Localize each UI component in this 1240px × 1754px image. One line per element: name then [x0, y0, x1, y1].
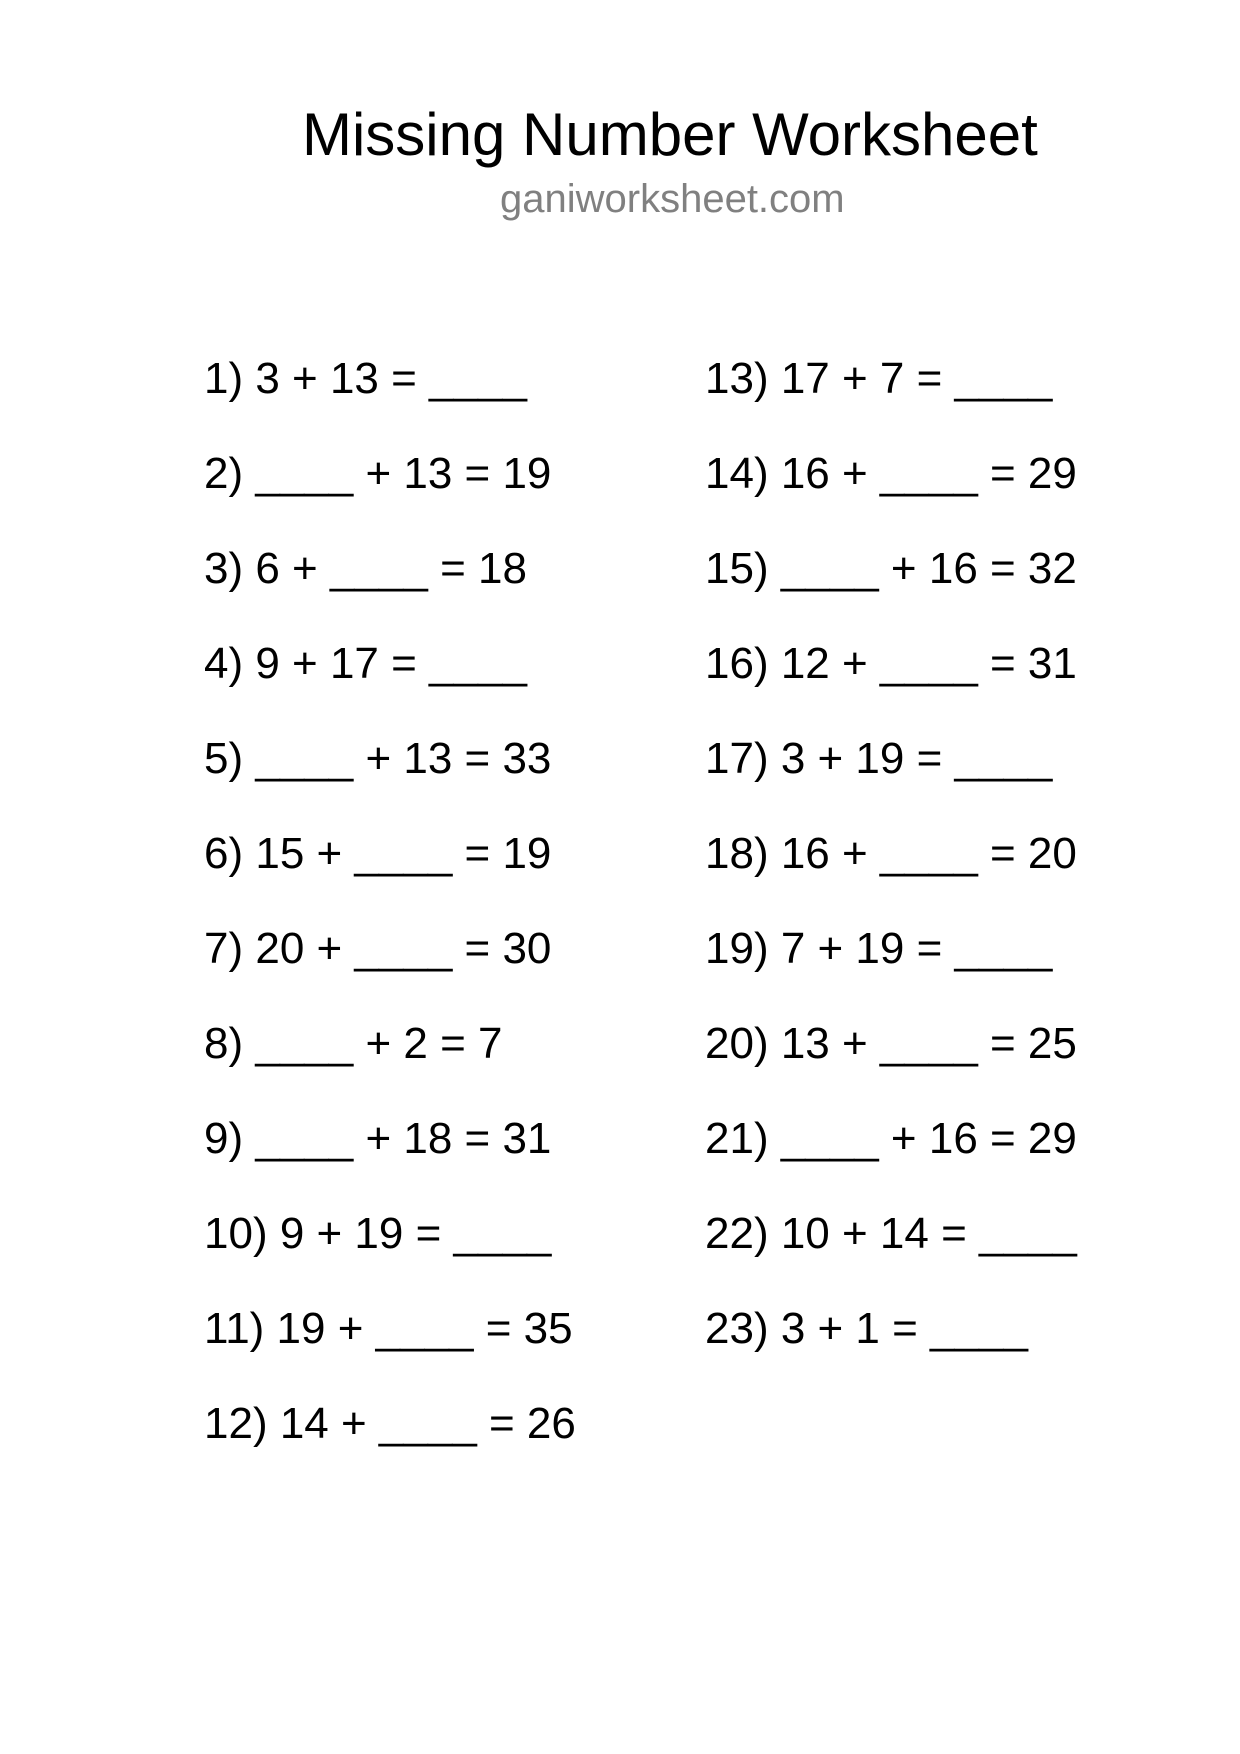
- problem-2: 2) ____ + 13 = 19: [204, 449, 552, 498]
- problem-14: 14) 16 + ____ = 29: [705, 449, 1077, 498]
- problem-11: 11) 19 + ____ = 35: [204, 1304, 573, 1353]
- problem-3: 3) 6 + ____ = 18: [204, 544, 527, 593]
- problem-19: 19) 7 + 19 = ____: [705, 924, 1053, 973]
- problem-21: 21) ____ + 16 = 29: [705, 1114, 1077, 1163]
- problem-17: 17) 3 + 19 = ____: [705, 734, 1053, 783]
- problem-18: 18) 16 + ____ = 20: [705, 829, 1077, 878]
- problem-9: 9) ____ + 18 = 31: [204, 1114, 552, 1163]
- problem-16: 16) 12 + ____ = 31: [705, 639, 1077, 688]
- problem-13: 13) 17 + 7 = ____: [705, 354, 1053, 403]
- problem-12: 12) 14 + ____ = 26: [204, 1399, 576, 1448]
- problem-15: 15) ____ + 16 = 32: [705, 544, 1077, 593]
- worksheet-title: Missing Number Worksheet: [302, 101, 1038, 168]
- problem-5: 5) ____ + 13 = 33: [204, 734, 552, 783]
- problem-1: 1) 3 + 13 = ____: [204, 354, 527, 403]
- problem-10: 10) 9 + 19 = ____: [204, 1209, 552, 1258]
- problem-8: 8) ____ + 2 = 7: [204, 1019, 503, 1068]
- problem-20: 20) 13 + ____ = 25: [705, 1019, 1077, 1068]
- worksheet-subtitle: ganiworksheet.com: [500, 177, 845, 221]
- problem-22: 22) 10 + 14 = ____: [705, 1209, 1077, 1258]
- problem-4: 4) 9 + 17 = ____: [204, 639, 527, 688]
- problem-6: 6) 15 + ____ = 19: [204, 829, 552, 878]
- problem-7: 7) 20 + ____ = 30: [204, 924, 552, 973]
- problem-23: 23) 3 + 1 = ____: [705, 1304, 1028, 1353]
